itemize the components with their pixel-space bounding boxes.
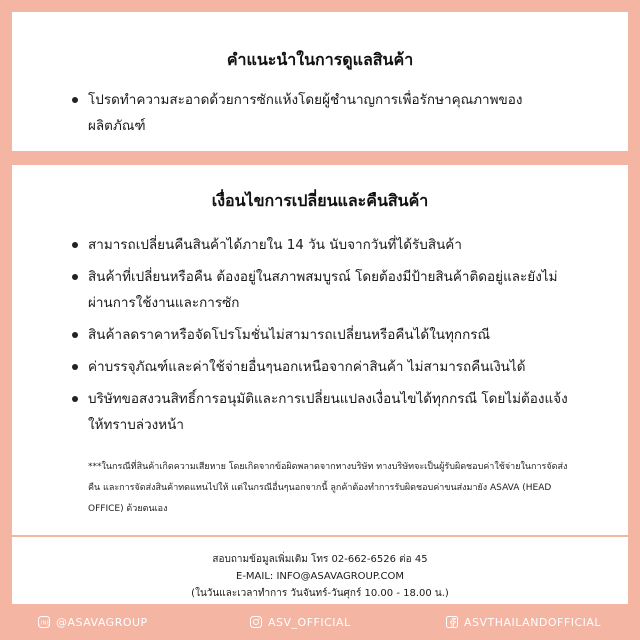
svg-text:LINE: LINE [38,620,50,627]
care-section [12,12,628,151]
care-item: โปรดทำความสะอาดด้วยการซักแห้งโดยผู้ชำนาญการเพื่อรักษาคุณภาพของผลิตภัณฑ์ [88,87,568,139]
exchange-item: สินค้าที่เปลี่ยนหรือคืน ต้องอยู่ในสภาพสมบูรณ์ โดยต้องมีป้ายสินค้าติดอยู่และยังไม่ผ่านการใช้งานและการซัก [88,264,568,316]
footer-facebook-handle: ASVTHAILANDOFFICIAL [464,615,602,629]
care-title: คำแนะนำในการดูแลสินค้า [226,50,414,69]
footer-line[interactable] [38,616,148,629]
contact-phone: สอบถามข้อมูลเพิ่มเติม โทร 02-662-6526 ต่อ 45 [212,554,428,565]
contact-section [12,537,628,604]
footer-facebook[interactable] [446,616,601,629]
contact-email: E-MAIL: INFO@ASAVAGROUP.COM [236,571,404,582]
footer-line-handle: @ASAVAGROUP [56,615,148,629]
exchange-item: สินค้าลดราคาหรือจัดโปรโมชั่นไม่สามารถเปลี่ยนหรือคืนได้ในทุกกรณี [88,322,568,348]
line-icon [38,616,50,628]
social-footer [0,604,640,640]
instagram-icon [250,616,262,628]
exchange-item: สามารถเปลี่ยนคืนสินค้าได้ภายใน 14 วัน นับจากวันที่ได้รับสินค้า [88,232,568,258]
damage-note: ***ในกรณีที่สินค้าเกิดความเสียหาย โดยเกิดจากข้อผิดพลาดจากทางบริษัท ทางบริษัทจะเป็นผู้รับผิดชอบค่าใช้จ่ายในการจัดส่งคืน และการจัดส่งสินค้าทดแทนไปให้ แต่ในกรณีอื่นๆนอกจากนี้ ลูกค้าต้องทำการรับผิดชอบค่าขนส่งมายัง ASAVA (HEAD OFFICE) ด้วยตนเอง [88,462,568,514]
contact-hours: (ในวันและเวลาทำการ วันจันทร์-วันศุกร์ 10.00 - 18.00 น.) [191,588,449,599]
info-card [12,12,628,604]
facebook-icon [446,616,458,628]
exchange-item: บริษัทขอสงวนสิทธิ์การอนุมัติและการเปลี่ยนแปลงเงื่อนไขได้ทุกกรณี โดยไม่ต้องแจ้งให้ทราบล่วงหน้า [88,386,568,438]
exchange-list [12,232,568,438]
exchange-section [12,165,628,535]
section-divider [12,151,628,165]
footer-instagram-handle: ASV_OFFICIAL [268,615,351,629]
exchange-item: ค่าบรรจุภัณฑ์และค่าใช้จ่ายอื่นๆนอกเหนือจากค่าสินค้า ไม่สามารถคืนเงินได้ [88,354,568,380]
exchange-title: เงื่อนไขการเปลี่ยนและคืนสินค้า [211,191,429,210]
care-list [12,87,568,139]
footer-instagram[interactable] [250,616,351,629]
